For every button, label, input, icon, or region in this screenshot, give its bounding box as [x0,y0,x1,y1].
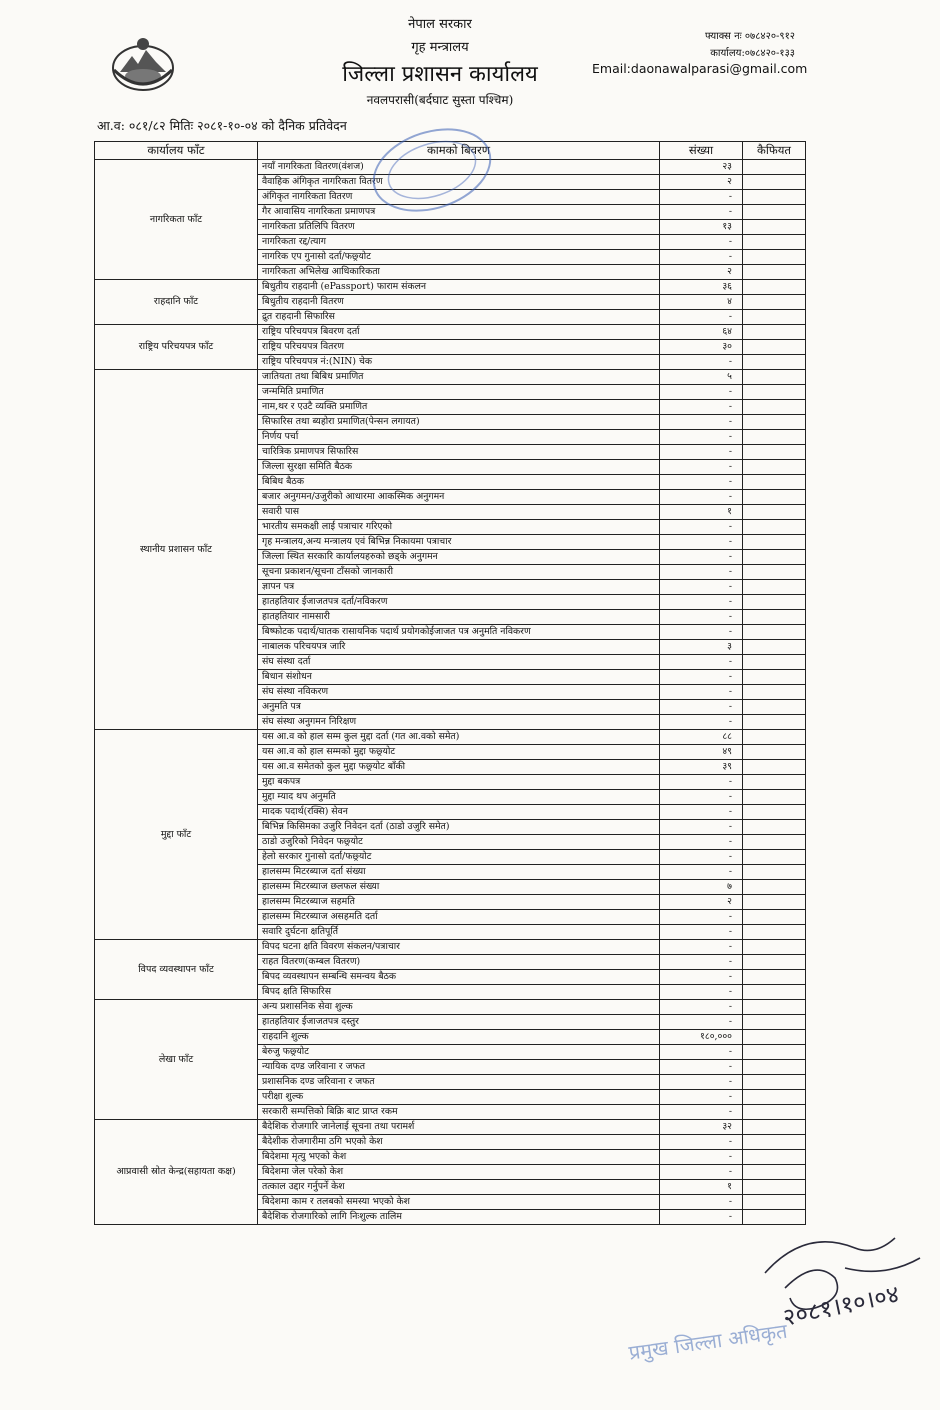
work-count: - [660,565,743,580]
table-row [95,730,806,745]
work-item: बिपद क्षति सिफारिस [258,985,660,1000]
work-remarks [743,955,806,970]
work-item: नागरिकता रद्द/त्याग [258,235,660,250]
signature-stamp: प्रमुख जिल्ला अधिकृत [627,1318,789,1365]
work-item: द्रुत राहदानी सिफारिस [258,310,660,325]
work-count: ४ [660,295,743,310]
section-name: आप्रवासी स्रोत केन्द्र(सहायता कक्ष) [95,1120,258,1225]
work-item: बिष्फोटक पदार्थ/घातक रासायनिक पदार्थ प्रयोगकोईजाजत पत्र अनुमति नविकरण [258,625,660,640]
work-item: अनुमति पत्र [258,700,660,715]
work-remarks [743,790,806,805]
work-remarks [743,565,806,580]
gov-name: नेपाल सरकार [408,17,472,32]
work-remarks [743,385,806,400]
work-item: गैर आवासिय नागरिकता प्रमाणपत्र [258,205,660,220]
work-count: - [660,385,743,400]
work-item: यस आ.व को हाल सम्म कुल मुद्दा दर्ता (गत आ.वको समेत) [258,730,660,745]
work-item: अंगिकृत नागरिकता वितरण [258,190,660,205]
work-remarks [743,700,806,715]
work-item: सूचना प्रकाशन/सूचना टाँसको जानकारी [258,565,660,580]
work-count: ४९ [660,745,743,760]
work-item: सिफारिस तथा ब्यहोरा प्रमाणित(पेन्सन लगायत) [258,415,660,430]
work-count: - [660,250,743,265]
office-location: नवलपरासी(बर्दघाट सुस्ता पश्चिम) [366,93,514,107]
work-item: परीक्षा शुल्क [258,1090,660,1105]
work-remarks [743,400,806,415]
work-remarks [743,895,806,910]
work-item: हातहतियार ईजाजतपत्र दर्ता/नविकरण [258,595,660,610]
work-item: जन्ममिति प्रमाणित [258,385,660,400]
work-item: बिदेशमा जेल परेको केश [258,1165,660,1180]
table-row [95,370,806,385]
work-item: जिल्ला स्थित सरकारि कार्यालयहरुको छड्के अनुगमन [258,550,660,565]
work-count: - [660,820,743,835]
work-count: - [660,595,743,610]
work-item: संघ संस्था नविकरण [258,685,660,700]
work-item: बिदेशमा मृत्यु भएको केश [258,1150,660,1165]
section-name: विपद व्यवस्थापन फाँट [95,940,258,1000]
office-title: जिल्ला प्रशासन कार्यालय [342,62,538,87]
work-count: - [660,1090,743,1105]
work-item: तत्काल उद्दार गर्नुपर्ने केश [258,1180,660,1195]
table-row [95,940,806,955]
work-count: २३ [660,160,743,175]
work-count: - [660,805,743,820]
work-count: - [660,1195,743,1210]
work-count: - [660,910,743,925]
work-count: १ [660,1180,743,1195]
header-description: कामको बिवरण [258,142,660,160]
work-remarks [743,520,806,535]
work-remarks [743,1075,806,1090]
work-item: ज्ञापन पत्र [258,580,660,595]
work-count: १३ [660,220,743,235]
work-item: बैदेशिक रोजगारि जानेलाई सूचना तथा परामर्श [258,1120,660,1135]
work-remarks [743,970,806,985]
work-item: हालसम्म मिटरब्याज छलफल संख्या [258,880,660,895]
work-remarks [743,715,806,730]
work-remarks [743,1135,806,1150]
work-item: हालसम्म मिटरब्याज दर्ता संख्या [258,865,660,880]
work-remarks [743,640,806,655]
work-count: ३६ [660,280,743,295]
work-remarks [743,370,806,385]
work-item: संघ संस्था अनुगमन निरिक्षण [258,715,660,730]
work-item: मुद्दा बकपत्र [258,775,660,790]
work-item: सवारि दुर्घटना क्षतिपूर्ति [258,925,660,940]
work-remarks [743,1090,806,1105]
work-count: - [660,190,743,205]
work-remarks [743,850,806,865]
work-item: बेरुजु फछ्र्योट [258,1045,660,1060]
work-remarks [743,295,806,310]
work-count: - [660,415,743,430]
work-count: - [660,1165,743,1180]
work-count: - [660,1210,743,1225]
daily-report-table [94,141,806,1225]
work-count: - [660,715,743,730]
work-item: जातियता तथा बिबिध प्रमाणित [258,370,660,385]
office-phone: कार्यालय:०७८४२०-१३३ [710,48,795,59]
work-count: - [660,1105,743,1120]
work-item: भारतीय समकक्षी लाई पत्राचार गरिएको [258,520,660,535]
work-count: ६४ [660,325,743,340]
work-remarks [743,910,806,925]
work-item: सवारी पास [258,505,660,520]
signature-date: २०८१।१०।०४ [780,1279,902,1332]
work-count: - [660,1045,743,1060]
work-item: जिल्ला सुरक्षा समिति बैठक [258,460,660,475]
work-item: राहत वितरण(कम्बल वितरण) [258,955,660,970]
work-count: ५ [660,370,743,385]
work-item: यस आ.व को हाल सम्मको मुद्दा फछ्र्योट [258,745,660,760]
work-item: नागरिक एप गुनासो दर्ता/फछ्र्योट [258,250,660,265]
work-item: यस आ.व समेतको कुल मुद्दा फछ्र्योट बाँकी [258,760,660,775]
table-row [95,160,806,175]
header-count: संख्या [660,142,743,160]
work-count: ३२ [660,1120,743,1135]
work-item: गृह मन्त्रालय,अन्य मन्त्रालय एवं बिभिन्न निकायमा पत्राचार [258,535,660,550]
work-remarks [743,160,806,175]
work-item: मादक पदार्थ(रक्सि) सेवन [258,805,660,820]
work-item: हेलो सरकार गुनासो दर्ता/फछ्र्योट [258,850,660,865]
table-row [95,325,806,340]
work-item: सरकारी सम्पत्तिको बिक्रि बाट प्राप्त रकम [258,1105,660,1120]
work-item: नयाँ नागरिकता वितरण(वंशज) [258,160,660,175]
work-remarks [743,310,806,325]
work-item: बिधान संशोधन [258,670,660,685]
work-count: - [660,700,743,715]
work-count: - [660,1075,743,1090]
work-remarks [743,325,806,340]
work-count: - [660,790,743,805]
table-header-row [95,142,806,160]
work-item: बिभिन्न किसिमका उजुरि निवेदन दर्ता (ठाडो उजुरि समेत) [258,820,660,835]
work-remarks [743,1000,806,1015]
section-name: राष्ट्रिय परिचयपत्र फाँट [95,325,258,370]
work-remarks [743,175,806,190]
work-item: बिपद व्यवस्थापन सम्बन्धि समन्वय बैठक [258,970,660,985]
work-item: राष्ट्रिय परिचयपत्र नं:(NIN) चेक [258,355,660,370]
work-item: हातहतियार नामसारी [258,610,660,625]
work-item: राहदानि शुल्क [258,1030,660,1045]
work-remarks [743,1210,806,1225]
work-count: - [660,355,743,370]
work-count: - [660,580,743,595]
work-count: - [660,430,743,445]
work-remarks [743,1105,806,1120]
work-remarks [743,445,806,460]
work-count: - [660,775,743,790]
work-remarks [743,235,806,250]
work-remarks [743,415,806,430]
work-count: - [660,865,743,880]
work-remarks [743,865,806,880]
work-item: प्रशासनिक दण्ड जरिवाना र जफत [258,1075,660,1090]
header-section: कार्यालय फाँट [95,142,258,160]
work-count: - [660,1060,743,1075]
header-remarks: कैफियत [743,142,806,160]
section-name: राहदानि फाँट [95,280,258,325]
work-remarks [743,340,806,355]
work-remarks [743,1030,806,1045]
work-remarks [743,610,806,625]
work-count: २ [660,895,743,910]
work-count: - [660,400,743,415]
work-remarks [743,730,806,745]
work-count: १ [660,505,743,520]
work-remarks [743,460,806,475]
work-item: बिधुतीय राहदानी (ePassport) फाराम संकलन [258,280,660,295]
work-remarks [743,505,806,520]
work-remarks [743,1120,806,1135]
work-count: ८८ [660,730,743,745]
work-count: २ [660,175,743,190]
work-count: - [660,655,743,670]
work-item: विपद घटना क्षति विवरण संकलन/पत्राचार [258,940,660,955]
work-item: बैदेशीक रोजगारीमा ठगि भएको केश [258,1135,660,1150]
work-remarks [743,925,806,940]
work-count: २ [660,265,743,280]
work-count: - [660,1150,743,1165]
work-remarks [743,265,806,280]
work-remarks [743,880,806,895]
work-item: राष्ट्रिय परिचयपत्र वितरण [258,340,660,355]
work-remarks [743,535,806,550]
work-remarks [743,820,806,835]
section-name: स्थानीय प्रशासन फाँट [95,370,258,730]
work-count: - [660,925,743,940]
work-item: बैदेशिक रोजगारिको लागि निःशुल्क तालिम [258,1210,660,1225]
work-remarks [743,580,806,595]
work-count: ७ [660,880,743,895]
work-remarks [743,625,806,640]
work-count: - [660,1000,743,1015]
work-remarks [743,655,806,670]
work-count: - [660,670,743,685]
work-remarks [743,805,806,820]
work-count: - [660,235,743,250]
work-remarks [743,685,806,700]
work-item: अन्य प्रशासनिक सेवा शुल्क [258,1000,660,1015]
work-count: - [660,685,743,700]
work-count: ३९ [660,760,743,775]
work-item: संघ संस्था दर्ता [258,655,660,670]
work-remarks [743,1015,806,1030]
work-remarks [743,280,806,295]
report-title: आ.व: ०८१/८२ मितिः २०८१-१०-०४ को दैनिक प्रतिवेदन [97,118,347,133]
work-count: - [660,475,743,490]
work-remarks [743,355,806,370]
work-item: वैवाहिक अंगिकृत नागरिकता वितरण [258,175,660,190]
work-item: नाबालक परिचयपत्र जारि [258,640,660,655]
work-remarks [743,190,806,205]
ministry-name: गृह मन्त्रालय [411,40,469,55]
work-item: चारित्रिक प्रमाणपत्र सिफारिस [258,445,660,460]
work-count: - [660,445,743,460]
work-count: - [660,610,743,625]
work-remarks [743,670,806,685]
work-count: - [660,520,743,535]
work-remarks [743,985,806,1000]
work-remarks [743,745,806,760]
work-item: बिबिध बैठक [258,475,660,490]
work-remarks [743,430,806,445]
work-count: - [660,1135,743,1150]
work-count: - [660,460,743,475]
work-item: नाम,थर र एउटै व्यक्ति प्रमाणित [258,400,660,415]
work-item: राष्ट्रिय परिचयपत्र बिवरण दर्ता [258,325,660,340]
work-count: - [660,985,743,1000]
work-count: - [660,850,743,865]
work-item: हातहतियार ईजाजतपत्र दस्तुर [258,1015,660,1030]
work-count: - [660,550,743,565]
work-count: - [660,205,743,220]
work-remarks [743,835,806,850]
section-name: लेखा फाँट [95,1000,258,1120]
section-name: मुद्दा फाँट [95,730,258,940]
work-item: नागरिकता प्रतिलिपि वितरण [258,220,660,235]
office-email: Email:daonawalparasi@gmail.com [592,61,808,76]
work-item: ठाडो उजुरिको निवेदन फछ्र्योट [258,835,660,850]
work-count: - [660,940,743,955]
work-remarks [743,760,806,775]
work-item: हालसम्म मिटरब्याज असहमति दर्ता [258,910,660,925]
table-row [95,1000,806,1015]
work-remarks [743,1180,806,1195]
work-item: मुद्दा म्याद थप अनुमति [258,790,660,805]
work-remarks [743,205,806,220]
table-row [95,280,806,295]
work-item: बजार अनुगमन/उजुरीको आधारमा आकस्मिक अनुगमन [258,490,660,505]
nepal-emblem-icon [108,28,178,98]
work-remarks [743,550,806,565]
work-count: - [660,490,743,505]
work-count: - [660,835,743,850]
work-remarks [743,775,806,790]
work-count: - [660,970,743,985]
work-count: - [660,955,743,970]
work-item: बिदेशमा काम र तलबको समस्या भएको केश [258,1195,660,1210]
table-row [95,1120,806,1135]
work-item: बिधुतीय राहदानी वितरण [258,295,660,310]
work-remarks [743,940,806,955]
work-item: हालसम्म मिटरब्याज सहमति [258,895,660,910]
work-remarks [743,220,806,235]
work-count: - [660,310,743,325]
work-count: ३० [660,340,743,355]
work-count: - [660,625,743,640]
work-remarks [743,250,806,265]
work-item: नागरिकता अभिलेख आधिकारिकता [258,265,660,280]
work-count: १८०,००० [660,1030,743,1045]
work-count: - [660,535,743,550]
work-remarks [743,1150,806,1165]
work-item: न्यायिक दण्ड जरिवाना र जफत [258,1060,660,1075]
fax-number: फ्याक्स नः ०७८४२०-९१२ [704,31,795,42]
work-count: ३ [660,640,743,655]
work-remarks [743,1195,806,1210]
work-remarks [743,595,806,610]
work-remarks [743,1060,806,1075]
work-remarks [743,490,806,505]
work-remarks [743,1045,806,1060]
section-name: नागरिकता फाँट [95,160,258,280]
work-item: निर्णय पर्चा [258,430,660,445]
work-count: - [660,1015,743,1030]
work-remarks [743,475,806,490]
work-remarks [743,1165,806,1180]
